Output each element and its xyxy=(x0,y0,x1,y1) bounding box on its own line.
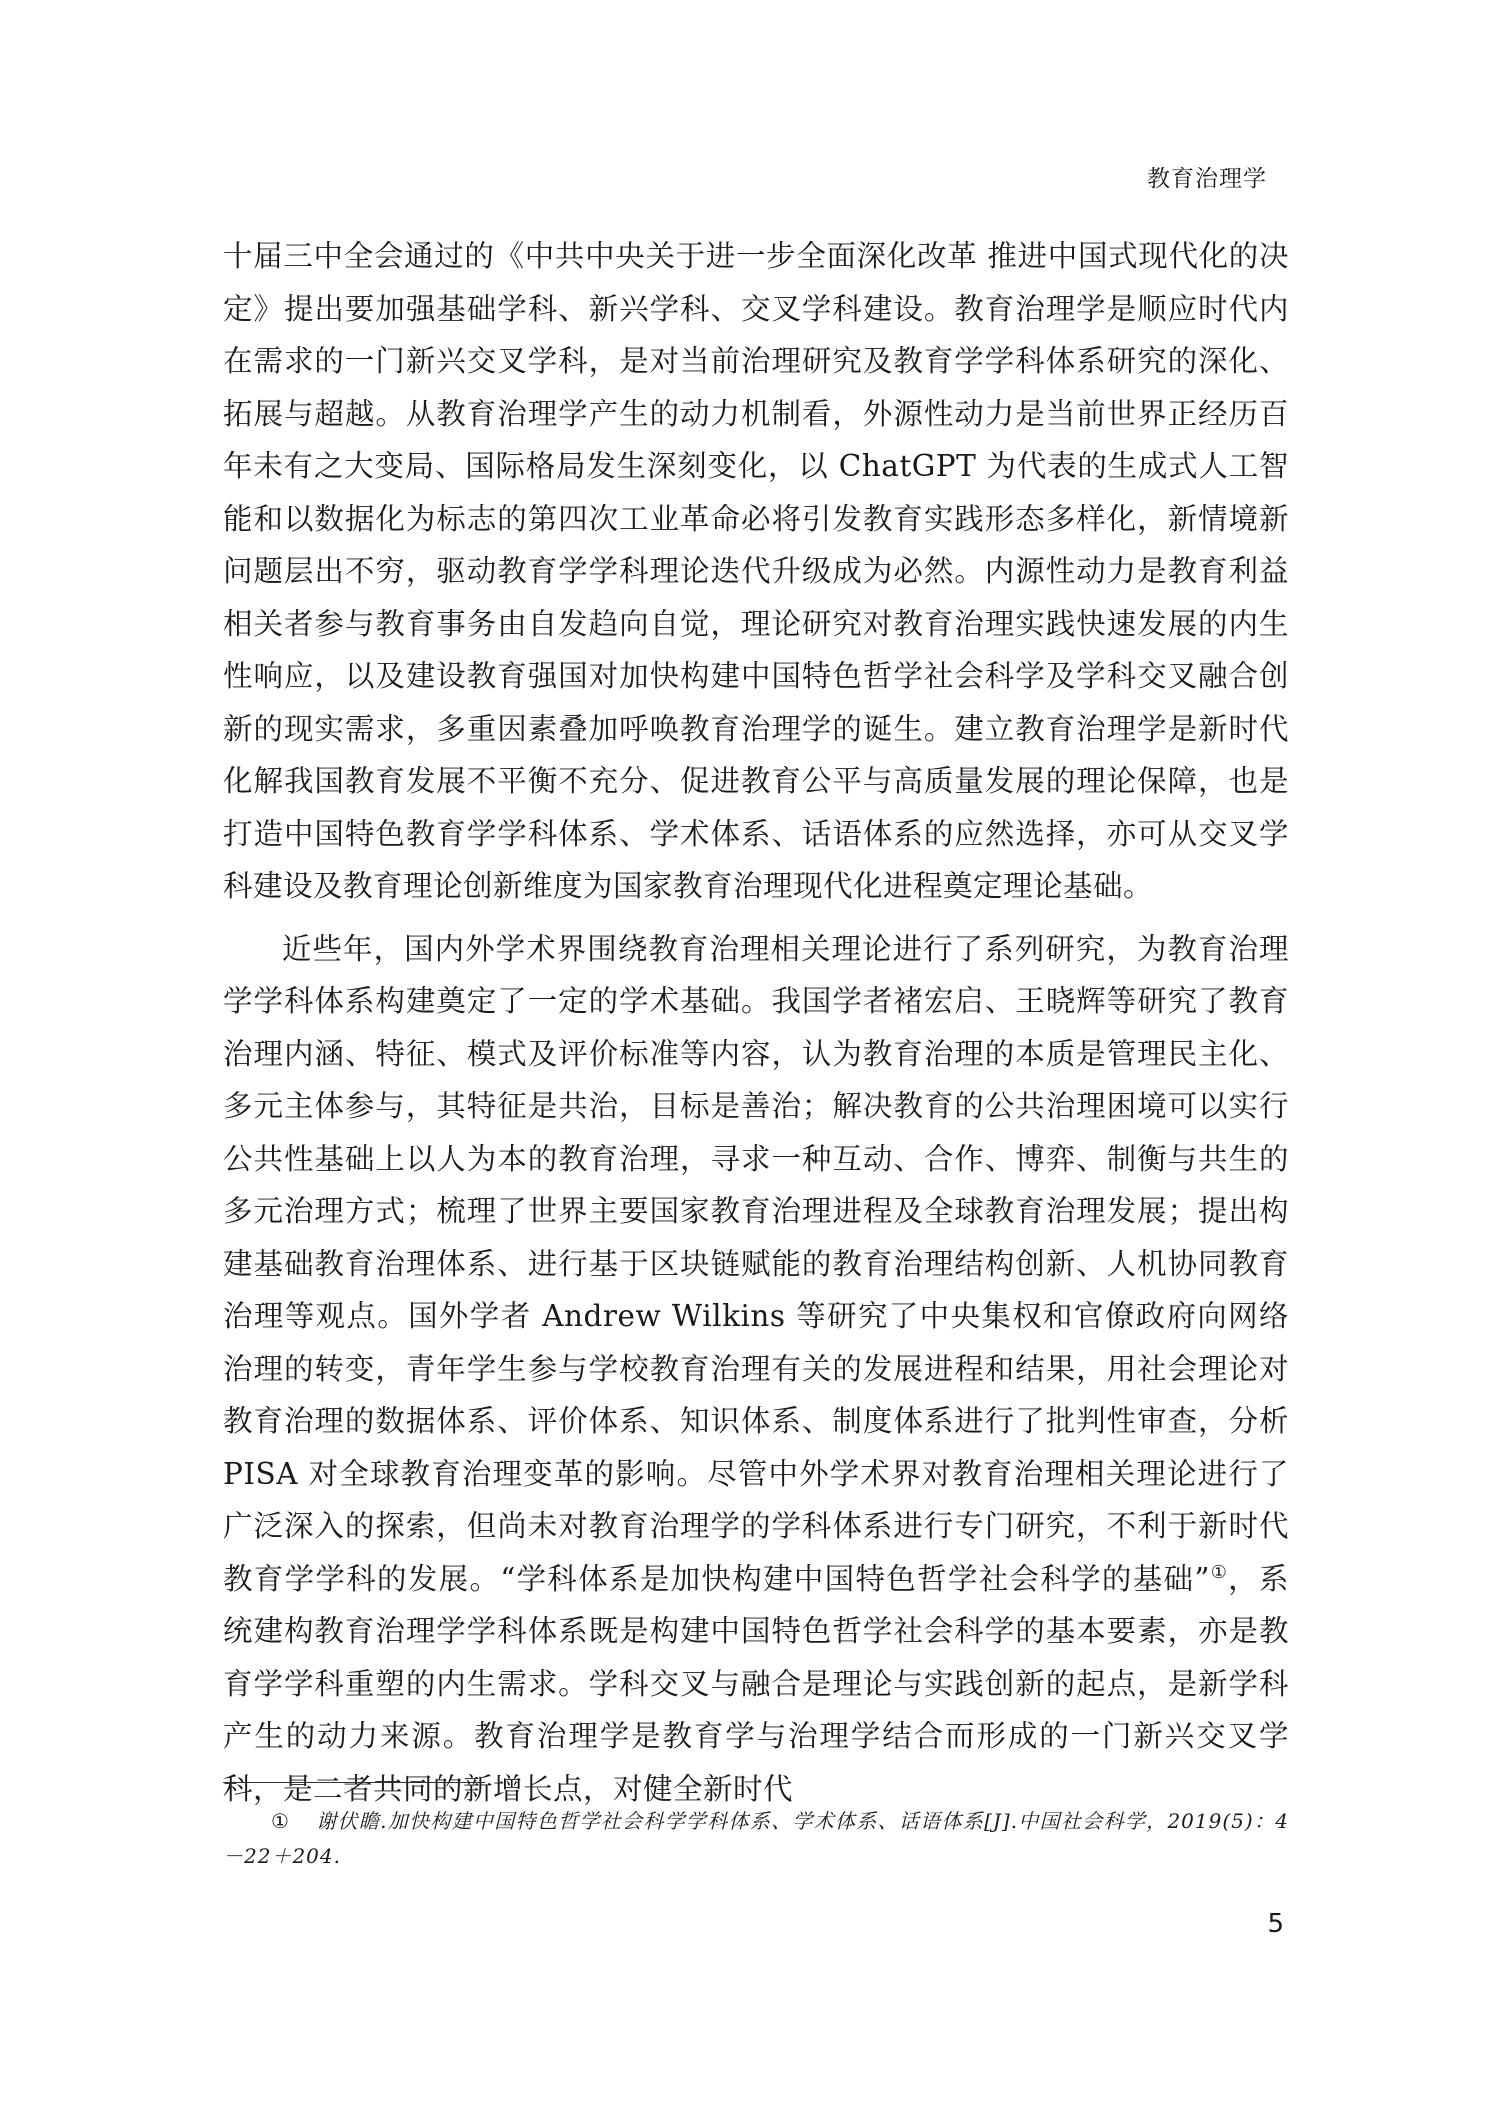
footnote-divider xyxy=(223,1782,485,1783)
page-number: 5 xyxy=(1267,1909,1284,1939)
footnote-marker: ① xyxy=(271,1809,291,1833)
paragraph-2-text-b: ，系统建构教育治理学学科体系既是构建中国特色哲学社会科学的基本要素，亦是教育学学科重塑的内生需求。学科交叉与融合是理论与实践创新的起点，是新学科产生的动力来源。教育治理学是教育学与治理学结合而形成的一门新兴交叉学科，是二者共同的新增长点，对健全新时代 xyxy=(223,1561,1289,1806)
footnote xyxy=(223,1804,1289,1874)
footnote-text: 谢伏瞻.加快构建中国特色哲学社会科学学科体系、学术体系、话语体系[J].中国社会科学，2019(5)：4－22＋204. xyxy=(223,1809,1289,1868)
paragraph-2-text-a: 近些年，国内外学术界围绕教育治理相关理论进行了系列研究，为教育治理学学科体系构建奠定了一定的学术基础。我国学者褚宏启、王晓辉等研究了教育治理内涵、特征、模式及评价标准等内容，认为教育治理的本质是管理民主化、多元主体参与，其特征是共治，目标是善治；解决教育的公共治理困境可以实行公共性基础上以人为本的教育治理，寻求一种互动、合作、博弈、制衡与共生的多元治理方式；梳理了世界主要国家教育治理进程及全球教育治理发展；提出构建基础教育治理体系、进行基于区块链赋能的教育治理结构创新、人机协同教育治理等观点。国外学者 Andrew Wilkins 等研究了中央集权和官僚政府向网络治理的转变，青年学生参与学校教育治理有关的发展进程和结果，用社会理论对教育治理的数据体系、评价体系、知识体系、制度体系进行了批判性审查，分析 PISA 对全球教育治理变革的影响。尽管中外学术界对教育治理相关理论进行了广泛深入的探索，但尚未对教育治理学的学科体系进行专门研究，不利于新时代教育学学科的发展。“学科体系是加快构建中国特色哲学社会科学的基础” xyxy=(223,931,1289,1596)
paragraph-1: 十届三中全会通过的《中共中央关于进一步全面深化改革 推进中国式现代化的决定》提出要加强基础学科、新兴学科、交叉学科建设。教育治理学是顺应时代内在需求的一门新兴交叉学科，是对当前治理研究及教育学学科体系研究的深化、拓展与超越。从教育治理学产生的动力机制看，外源性动力是当前世界正经历百年未有之大变局、国际格局发生深刻变化，以 ChatGPT 为代表的生成式人工智能和以数据化为标志的第四次工业革命必将引发教育实践形态多样化，新情境新问题层出不穷，驱动教育学学科理论迭代升级成为必然。内源性动力是教育利益相关者参与教育事务由自发趋向自觉，理论研究对教育治理实践快速发展的内生性响应，以及建设教育强国对加快构建中国特色哲学社会科学及学科交叉融合创新的现实需求，多重因素叠加呼唤教育治理学的诞生。建立教育治理学是新时代化解我国教育发展不平衡不充分、促进教育公平与高质量发展的理论保障，也是打造中国特色教育学学科体系、学术体系、话语体系的应然选择，亦可从交叉学科建设及教育理论创新维度为国家教育治理现代化进程奠定理论基础。 xyxy=(223,239,1289,903)
running-header: 教育治理学 xyxy=(1147,166,1267,192)
paragraph-2 xyxy=(223,923,1289,1816)
body-text xyxy=(223,230,1289,1815)
footnote-reference[interactable]: ① xyxy=(1209,1561,1229,1583)
